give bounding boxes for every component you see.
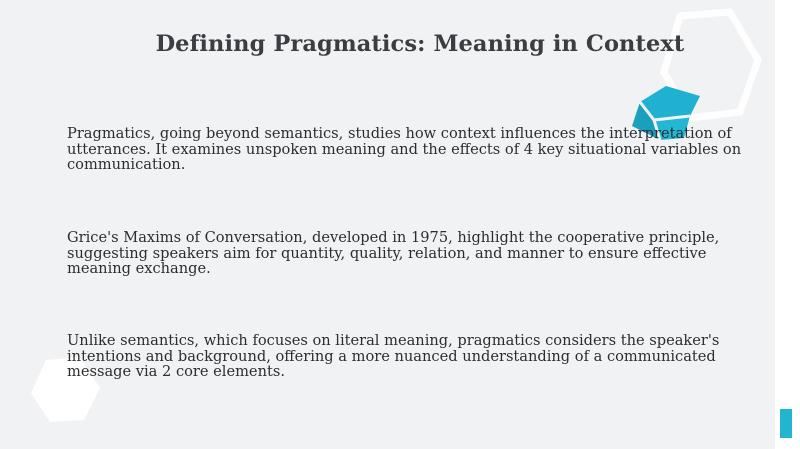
slide-edge-strip bbox=[775, 0, 800, 449]
paragraph-semantics-contrast: Unlike semantics, which focuses on literal meaning, pragmatics considers the speaker's intentions and background, offering a more nuanced understanding of a communicated message via 2 core elements. bbox=[67, 332, 720, 380]
paragraph-grice-maxims: Grice's Maxims of Conversation, developed in 1975, highlight the cooperative principle, suggesting speakers aim for quantity, quality, relation, and manner to ensure effective meaning exchange. bbox=[67, 229, 720, 277]
slide-title: Defining Pragmatics: Meaning in Context bbox=[155, 31, 685, 57]
paragraph-pragmatics-definition: Pragmatics, going beyond semantics, studies how context influences the interpretation of utterances. It examines unspoken meaning and the effects of 4 key situational variables on communication. bbox=[67, 125, 742, 173]
accent-bar bbox=[780, 409, 792, 438]
